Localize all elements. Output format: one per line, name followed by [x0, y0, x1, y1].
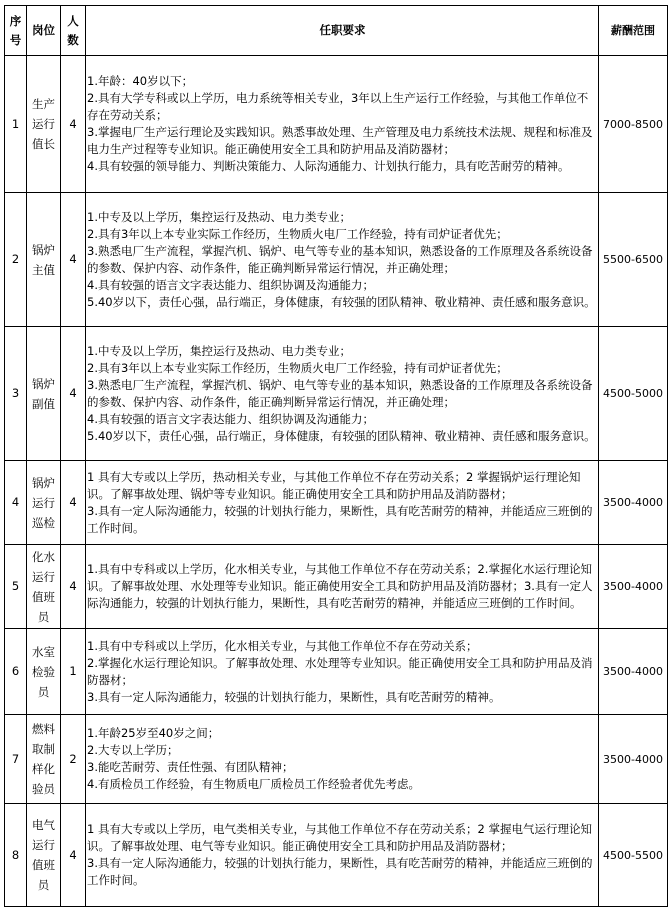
- requirement-item: 3.熟悉电厂生产流程，掌握汽机、锅炉、电气等专业的基本知识，熟悉设备的工作原理及各系统设备的参数、保护内容、动作条件，能正确判断异常运行情况，并正确处理；: [87, 243, 593, 275]
- requirement-item: 2.具有3年以上本专业实际工作经历，生物质火电厂工作经验，持有司炉证者优先；: [87, 360, 508, 375]
- row-number: 6: [5, 629, 27, 715]
- position-cell: [27, 629, 61, 715]
- requirements-cell: [86, 193, 599, 327]
- position-line: 主值: [32, 262, 55, 277]
- row-number: 7: [5, 715, 27, 804]
- header-position: 岗位: [27, 6, 61, 56]
- position-line: 副值: [32, 396, 55, 411]
- header-row: [5, 6, 668, 56]
- header-no-line-1: 序: [9, 13, 22, 28]
- position-cell: [27, 193, 61, 327]
- position-line: 生产: [32, 97, 55, 111]
- position-line: 值长: [32, 137, 55, 151]
- position-line: 锅炉: [32, 376, 55, 391]
- position-cell: [27, 804, 61, 907]
- job-requirements-table: [4, 5, 668, 907]
- salary-range-cell: 3500-4000: [599, 715, 668, 804]
- requirements-cell: [86, 629, 599, 715]
- salary-range-cell: 3500-4000: [599, 629, 668, 715]
- header-count: [61, 6, 86, 56]
- position-line: 锅炉: [32, 475, 55, 490]
- requirement-item: 5.40岁以下，责任心强，品行端正，身体健康，有较强的团队精神、敬业精神、责任感和服务意识。: [87, 428, 596, 443]
- position-cell: [27, 461, 61, 545]
- row-number: 2: [5, 193, 27, 327]
- position-cell: [27, 327, 61, 461]
- table-row: [5, 545, 668, 629]
- position-line: 检验: [32, 664, 55, 679]
- position-line: 电气: [32, 818, 55, 832]
- requirement-item: 1.中专及以上学历，集控运行及热动、电力类专业；: [87, 343, 351, 358]
- position-line: 巡检: [32, 515, 55, 530]
- position-line: 燃料: [32, 722, 55, 736]
- requirement-item: 3.掌握电厂生产运行理论及实践知识。熟悉事故处理、生产管理及电力系统技术法规、规程和标准及电力生产过程等专业知识。能正确使用安全工具和防护用品及消防器材；: [87, 125, 593, 156]
- headcount-cell: 4: [61, 461, 86, 545]
- headcount-cell: 4: [61, 545, 86, 629]
- requirements-cell: [86, 804, 599, 907]
- header-salary: 薪酬范围: [599, 6, 668, 56]
- position-cell: [27, 56, 61, 193]
- headcount-cell: 4: [61, 327, 86, 461]
- requirement-item: 4.具有较强的语言文字表达能力、组织协调及沟通能力；: [87, 411, 374, 426]
- headcount-cell: 4: [61, 804, 86, 907]
- position-line: 员: [37, 684, 50, 699]
- salary-range-cell: 4500-5500: [599, 804, 668, 907]
- requirement-item: 4.具有较强的领导能力、判断决策能力、人际沟通能力、计划执行能力，具有吃苦耐劳的精神。: [87, 159, 570, 173]
- header-no-line-2: 号: [9, 32, 22, 47]
- requirement-item: 3.具有一定人际沟通能力，较强的计划执行能力，果断性，具有吃苦耐劳的精神，并能适应三班倒的工作时间。: [87, 503, 593, 535]
- requirement-item: 2.掌握化水运行理论知识。了解事故处理、水处理等专业知识。能正确使用安全工具和防护用品及消防器材；: [87, 655, 593, 687]
- requirement-item: 1.年龄：40岁以下；: [87, 74, 194, 88]
- requirements-cell: [86, 56, 599, 193]
- position-cell: [27, 715, 61, 804]
- requirement-item: 1 具有大专或以上学历，电气类相关专业，与其他工作单位不存在劳动关系；2 掌握电气运行理论知识。了解事故处理、电气等专业知识。能正确使用安全工具和防护用品及消防器材；: [87, 822, 592, 853]
- table-row: [5, 193, 668, 327]
- table-row: [5, 629, 668, 715]
- header-count-line-2: 数: [67, 32, 79, 47]
- requirement-item: 1.年龄25岁至40岁之间；: [87, 726, 220, 740]
- header-no: [5, 6, 27, 56]
- position-line: 值班: [32, 589, 55, 604]
- requirement-item: 3.能吃苦耐劳、责任性强、有团队精神；: [87, 760, 294, 774]
- position-line: 化水: [32, 549, 55, 564]
- header-requirements: 任职要求: [86, 6, 599, 56]
- salary-range-cell: 3500-4000: [599, 461, 668, 545]
- requirement-item: 5.40岁以下，责任心强，品行端正，身体健康，有较强的团队精神、敬业精神、责任感和服务意识。: [87, 294, 596, 309]
- row-number: 5: [5, 545, 27, 629]
- row-number: 1: [5, 56, 27, 193]
- position-line: 样化: [32, 762, 55, 776]
- position-line: 运行: [32, 117, 55, 131]
- salary-range-cell: 5500-6500: [599, 193, 668, 327]
- position-line: 运行: [32, 838, 55, 852]
- headcount-cell: 4: [61, 193, 86, 327]
- salary-range-cell: 4500-5000: [599, 327, 668, 461]
- requirement-item: 4.具有较强的语言文字表达能力、组织协调及沟通能力；: [87, 277, 374, 292]
- position-line: 验员: [32, 782, 55, 796]
- requirement-item: 1.中专及以上学历，集控运行及热动、电力类专业；: [87, 209, 351, 224]
- row-number: 4: [5, 461, 27, 545]
- table-row: [5, 715, 668, 804]
- position-line: 运行: [32, 569, 55, 584]
- requirement-item: 2.具有3年以上本专业实际工作经历，生物质火电厂工作经验，持有司炉证者优先；: [87, 226, 508, 241]
- position-line: 取制: [32, 742, 55, 756]
- table-row: [5, 461, 668, 545]
- table-row: [5, 327, 668, 461]
- requirement-item: 3.熟悉电厂生产流程，掌握汽机、锅炉、电气等专业的基本知识，熟悉设备的工作原理及各系统设备的参数、保护内容、动作条件，能正确判断异常运行情况，并正确处理；: [87, 377, 593, 409]
- requirements-cell: [86, 461, 599, 545]
- salary-range-cell: 3500-4000: [599, 545, 668, 629]
- requirement-item: 3.具有一定人际沟通能力，较强的计划执行能力，果断性，具有吃苦耐劳的精神，并能适应三班倒的工作时间。: [87, 856, 593, 887]
- position-line: 水室: [32, 644, 55, 659]
- requirement-item: 2.具有大学专科或以上学历，电力系统等相关专业，3年以上生产运行工作经验，与其他工作单位不存在劳动关系；: [87, 91, 589, 122]
- table-row: [5, 804, 668, 907]
- position-line: 锅炉: [32, 242, 55, 257]
- requirement-item: 1.具有中专科或以上学历，化水相关专业，与其他工作单位不存在劳动关系；2.掌握化水运行理论知识。了解事故处理、水处理等专业知识。能正确使用安全工具和防护用品及消防器材；3.具有一定人际沟通能力，较强的计划执行能力，果断性，具有吃苦耐劳的精神，并能适应三班倒的工作时间。: [87, 562, 593, 610]
- position-line: 值班: [32, 858, 55, 872]
- header-count-line-1: 人: [67, 13, 79, 28]
- position-line: 员: [37, 609, 50, 624]
- position-line: 员: [37, 878, 50, 892]
- requirement-item: 4.有质检员工作经验，有生物质电厂质检员工作经验者优先考虑。: [87, 777, 420, 791]
- requirements-cell: [86, 545, 599, 629]
- position-line: 运行: [32, 495, 55, 510]
- row-number: 8: [5, 804, 27, 907]
- requirement-item: 1.具有中专科或以上学历，化水相关专业，与其他工作单位不存在劳动关系；: [87, 638, 478, 653]
- position-cell: [27, 545, 61, 629]
- headcount-cell: 2: [61, 715, 86, 804]
- requirement-item: 3.具有一定人际沟通能力，较强的计划执行能力，果断性，具有吃苦耐劳的精神。: [87, 689, 501, 704]
- headcount-cell: 4: [61, 56, 86, 193]
- headcount-cell: 1: [61, 629, 86, 715]
- requirements-cell: [86, 327, 599, 461]
- salary-range-cell: 7000-8500: [599, 56, 668, 193]
- requirements-cell: [86, 715, 599, 804]
- requirement-item: 1 具有大专或以上学历，热动相关专业，与其他工作单位不存在劳动关系；2 掌握锅炉运行理论知识。了解事故处理、锅炉等专业知识。能正确使用安全工具和防护用品及消防器材；: [87, 469, 581, 501]
- requirement-item: 2.大专以上学历；: [87, 743, 179, 757]
- table-row: [5, 56, 668, 193]
- row-number: 3: [5, 327, 27, 461]
